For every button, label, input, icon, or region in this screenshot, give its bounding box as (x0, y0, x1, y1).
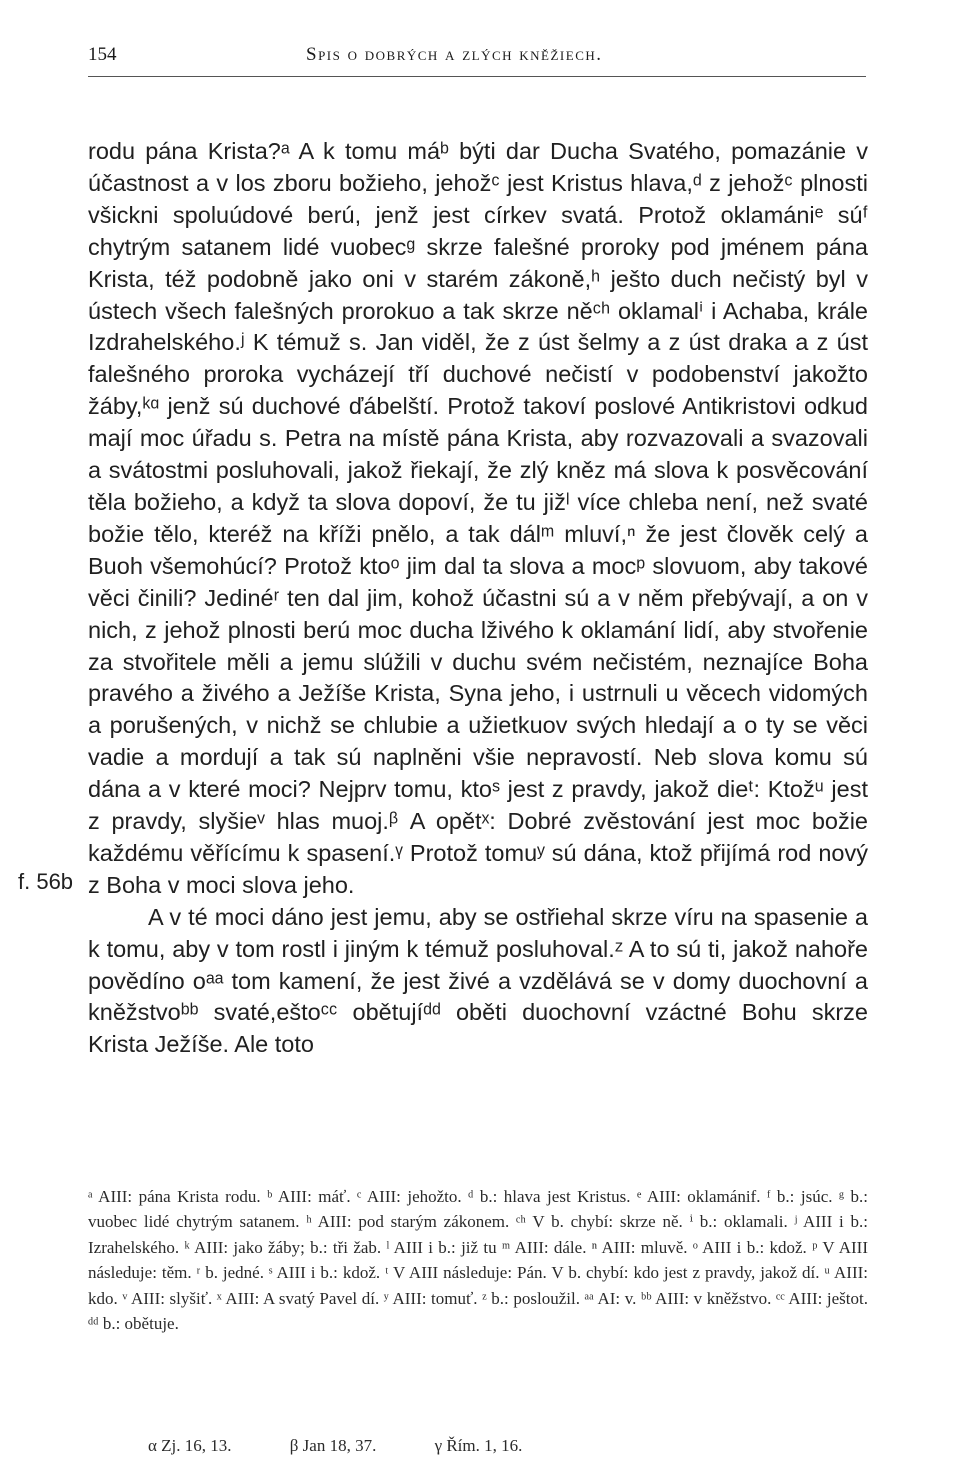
footnote-block: ᵃ AIII: pána Krista rodu. ᵇ AIII: máť. ᶜ AIII: jehožto. ᵈ b.: hlava jest Kristus. ᵉ AIII: oklamánif. ᶠ b.: jsúc. ᵍ b.: vuobec lidé chytrým satanem. ʰ AIII: pod starým zákonem. ᶜʰ V b. chybí: skrze ně. ⁱ b.: oklamali. ʲ AIII i b.: Izrahelského. ᵏ AIII: jako žáby; b.: tři žab. ˡ AIII i b.: již tu ᵐ AIII: dále. ⁿ AIII: mluvě. ᵒ AIII i b.: kdož. ᵖ V AIII následuje: těm. ʳ b. jedné. ˢ AIII i b.: kdož. ᵗ V AIII následuje: Pán. V b. chybí: kdo jest z pravdy, jakož dí. ᵘ AIII: kdo. ᵛ AIII: slyšiť. ˣ AIII: A svatý Pavel dí. ʸ AIII: tomuť. ᶻ b.: posloužil. ᵃᵃ AI: v. ᵇᵇ AIII: v kněžstvo. ᶜᶜ AIII: ještot. ᵈᵈ b.: obětuje. (88, 1187, 868, 1334)
folio-margin-note: f. 56b (18, 869, 74, 894)
paragraph: rodu pána Krista?ᵃ A k tomu máᵇ býti dar Ducha Svatého, pomazánie v účastnost a v los zboru božieho, jehožᶜ jest Kristus hlava,ᵈ z jehožᶜ plnosti všickni spoluúdové berú, jenž jest církev svatá. Protož oklamániᵉ súᶠ chytrým satanem lidé vuobecᵍ skrze falešné proroky pod jménem pána Krista, též podobně jako oni v starém zákoně,ʰ ješto duch nečistý byl v ústech všech falešných prorokuo a tak skrze něᶜʰ oklamalⁱ i Achaba, krále Izdrahelského.ʲ K témuž s. Jan viděl, že z úst šelmy a z úst draka a z úst falešného proroka vycházejí tří duchové nečistí v podobenství jakožto žáby,ᵏᵅ jenž sú duchové ďábelští. Protož takoví poslové Antikristovi odkud mají moc úřadu s. Petra na místě pána Krista, aby rozvazovali a svazovali a svátostmi posluhovali, jakož řiekají, že zlý kněz má slova k posvěcování těla božieho, a když ta slova dopoví, že tu jižˡ více chleba není, než svaté božie tělo, kteréž na kříži pnělo, a tak dálᵐ mluví,ⁿ že jest člověk celý a Buoh všemohúcí? Protož ktoᵒ jim dal ta slova a mocᵖ slovuom, aby takové věci činili? Jedinéʳ ten dal jim, kohož účastni sú a v něm přebývají, a on v nich, z jehož plnosti berú moc ducha lživého k oklamání lidí, aby stvořenie za stvořitele měli a jemu slúžili v duchu svém nečistém, neznajíce Boha pravého a živého a Ježíše Krista, Syna jeho, i ustrnuli u věcech vidomých a porušených, v nichž se chlubie a užietkuov svých hledají a o ty se věci vadie a mordují a tak sú naplněni všie nepravostí. Neb slova komu sú dána a v které moci? Nejprv tomu, ktoˢ jest z pravdy, jakož dieᵗ: Ktožᵘ jest z pravdy, slyšieᵛ hlas muoj.ᵝ A opětˣ: Dobré zvěstování jest moc božie každému věřícímu k spasení.ᵞ Protož tomuʸ sú dána, ktož přijímá rod nový z Boha v moci slova jeho. (88, 138, 868, 898)
paragraph: A v té moci dáno jest jemu, aby se ostřiehal skrze víru na spasenie a k tomu, aby v tom rostl i jiným k témuž posluhoval.ᶻ A to sú ti, jakož nahoře povědíno oᵃᵃ tom kamení, že jest živé a vzdělává se v domy duochovní a kněžstvoᵇᵇ svaté,eštoᶜᶜ obětujíᵈᵈ oběti duochovní vzáctné Bohu skrze Krista Ježíše. Ale toto (88, 903, 868, 1058)
main-text (88, 136, 868, 1061)
page-number: 154 (88, 44, 117, 65)
header-rule (88, 76, 866, 77)
running-title: Spis o dobrých a zlých kněžiech. (306, 44, 603, 65)
footnotes (88, 1184, 868, 1336)
scripture-references (148, 1436, 848, 1456)
scripture-ref: α Zj. 16, 13. (148, 1436, 232, 1455)
scripture-ref: γ Řím. 1, 16. (434, 1436, 523, 1455)
scripture-ref: β Jan 18, 37. (289, 1436, 377, 1455)
running-header (88, 44, 868, 74)
